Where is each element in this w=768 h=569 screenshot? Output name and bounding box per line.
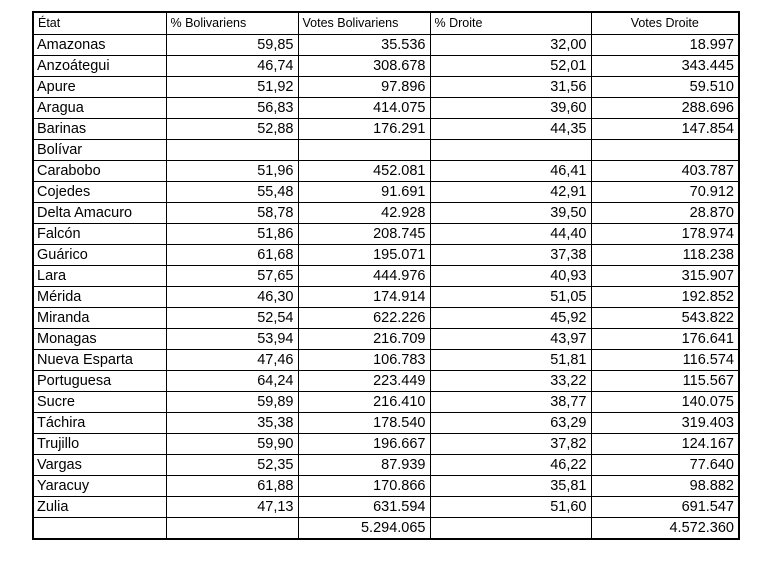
cell-pct-droite: 43,97 [430,328,591,349]
cell-pct-bolivariens: 59,89 [166,391,298,412]
table-row [33,244,739,265]
cell-votes-bolivariens: 208.745 [298,223,430,244]
cell-votes-bolivariens: 195.071 [298,244,430,265]
cell-votes-droite: 543.822 [591,307,739,328]
cell-pct-droite: 39,50 [430,202,591,223]
cell-state-name: Miranda [33,307,166,328]
cell-votes-bolivariens: 97.896 [298,76,430,97]
cell-votes-bolivariens: 35.536 [298,34,430,55]
cell-votes-droite: 115.567 [591,370,739,391]
header-votes-droite: Votes Droite [591,12,739,34]
cell-state-name: Cojedes [33,181,166,202]
cell-pct-bolivariens: 47,13 [166,496,298,517]
cell-votes-droite: 147.854 [591,118,739,139]
cell-state-name: Amazonas [33,34,166,55]
cell-votes-bolivariens: 622.226 [298,307,430,328]
cell-votes-bolivariens: 42.928 [298,202,430,223]
cell-pct-bolivariens: 46,30 [166,286,298,307]
cell-pct-droite: 37,38 [430,244,591,265]
cell-state-name: Monagas [33,328,166,349]
cell-pct-droite: 38,77 [430,391,591,412]
cell-pct-droite: 31,56 [430,76,591,97]
table-row [33,139,739,160]
cell-state-name: Zulia [33,496,166,517]
cell-pct-bolivariens: 58,78 [166,202,298,223]
header-etat: État [33,12,166,34]
cell-pct-bolivariens: 52,54 [166,307,298,328]
table-row [33,55,739,76]
table-row [33,496,739,517]
cell-pct-bolivariens: 59,90 [166,433,298,454]
table-row [33,349,739,370]
cell-pct-bolivariens: 47,46 [166,349,298,370]
cell-votes-bolivariens: 444.976 [298,265,430,286]
cell-state-name: Nueva Esparta [33,349,166,370]
cell-pct-droite: 39,60 [430,97,591,118]
cell-state-name: Delta Amacuro [33,202,166,223]
cell-votes-bolivariens: 216.410 [298,391,430,412]
table-row [33,307,739,328]
table-row [33,433,739,454]
total-state-name [33,517,166,539]
cell-pct-droite: 32,00 [430,34,591,55]
cell-votes-droite: 319.403 [591,412,739,433]
cell-votes-droite: 118.238 [591,244,739,265]
cell-votes-droite: 59.510 [591,76,739,97]
cell-votes-droite: 343.445 [591,55,739,76]
cell-votes-droite: 116.574 [591,349,739,370]
cell-state-name: Carabobo [33,160,166,181]
cell-pct-droite: 51,81 [430,349,591,370]
header-row [33,12,739,34]
cell-state-name: Vargas [33,454,166,475]
cell-pct-droite: 44,35 [430,118,591,139]
cell-votes-droite [591,139,739,160]
table-row [33,412,739,433]
cell-pct-droite: 35,81 [430,475,591,496]
cell-votes-droite: 28.870 [591,202,739,223]
cell-pct-bolivariens: 57,65 [166,265,298,286]
total-pct-droite [430,517,591,539]
table-row [33,391,739,412]
table-row [33,160,739,181]
cell-pct-bolivariens: 56,83 [166,97,298,118]
total-pct-bolivariens [166,517,298,539]
header-pct-bolivariens: % Bolivariens [166,12,298,34]
cell-votes-bolivariens: 452.081 [298,160,430,181]
cell-votes-droite: 70.912 [591,181,739,202]
table-row [33,34,739,55]
cell-pct-droite: 40,93 [430,265,591,286]
cell-state-name: Anzoátegui [33,55,166,76]
cell-pct-droite: 63,29 [430,412,591,433]
cell-pct-bolivariens: 55,48 [166,181,298,202]
total-votes-droite: 4.572.360 [591,517,739,539]
cell-votes-droite: 192.852 [591,286,739,307]
cell-pct-bolivariens: 53,94 [166,328,298,349]
cell-pct-bolivariens [166,139,298,160]
cell-state-name: Mérida [33,286,166,307]
cell-state-name: Sucre [33,391,166,412]
cell-votes-bolivariens: 178.540 [298,412,430,433]
total-votes-bolivariens: 5.294.065 [298,517,430,539]
cell-votes-bolivariens: 174.914 [298,286,430,307]
cell-state-name: Apure [33,76,166,97]
cell-votes-bolivariens: 91.691 [298,181,430,202]
cell-pct-bolivariens: 52,35 [166,454,298,475]
cell-votes-droite: 315.907 [591,265,739,286]
cell-state-name: Aragua [33,97,166,118]
cell-state-name: Falcón [33,223,166,244]
cell-pct-droite: 37,82 [430,433,591,454]
totals-row [33,517,739,539]
table-row [33,475,739,496]
cell-votes-droite: 140.075 [591,391,739,412]
cell-votes-bolivariens [298,139,430,160]
cell-votes-droite: 288.696 [591,97,739,118]
election-results-table [32,11,740,540]
cell-votes-droite: 18.997 [591,34,739,55]
cell-state-name: Barinas [33,118,166,139]
cell-pct-bolivariens: 61,68 [166,244,298,265]
cell-pct-droite: 33,22 [430,370,591,391]
table-row [33,328,739,349]
cell-pct-droite: 51,05 [430,286,591,307]
cell-votes-bolivariens: 176.291 [298,118,430,139]
cell-pct-droite [430,139,591,160]
cell-pct-droite: 46,22 [430,454,591,475]
cell-state-name: Trujillo [33,433,166,454]
cell-pct-bolivariens: 51,96 [166,160,298,181]
table-row [33,118,739,139]
table-row [33,454,739,475]
cell-pct-bolivariens: 51,92 [166,76,298,97]
table-row [33,181,739,202]
cell-votes-droite: 98.882 [591,475,739,496]
cell-votes-droite: 178.974 [591,223,739,244]
cell-votes-bolivariens: 223.449 [298,370,430,391]
cell-pct-bolivariens: 61,88 [166,475,298,496]
table-row [33,265,739,286]
cell-votes-droite: 403.787 [591,160,739,181]
cell-pct-bolivariens: 51,86 [166,223,298,244]
cell-votes-bolivariens: 216.709 [298,328,430,349]
header-pct-droite: % Droite [430,12,591,34]
cell-votes-droite: 124.167 [591,433,739,454]
cell-pct-droite: 46,41 [430,160,591,181]
cell-votes-droite: 691.547 [591,496,739,517]
table-row [33,223,739,244]
cell-votes-bolivariens: 414.075 [298,97,430,118]
cell-pct-bolivariens: 64,24 [166,370,298,391]
cell-pct-bolivariens: 59,85 [166,34,298,55]
cell-votes-bolivariens: 87.939 [298,454,430,475]
cell-votes-bolivariens: 196.667 [298,433,430,454]
table-row [33,370,739,391]
table-row [33,97,739,118]
cell-pct-bolivariens: 52,88 [166,118,298,139]
header-votes-bolivariens: Votes Bolivariens [298,12,430,34]
cell-state-name: Bolívar [33,139,166,160]
cell-votes-bolivariens: 170.866 [298,475,430,496]
cell-votes-bolivariens: 631.594 [298,496,430,517]
cell-state-name: Guárico [33,244,166,265]
cell-pct-droite: 42,91 [430,181,591,202]
table-row [33,76,739,97]
cell-pct-droite: 44,40 [430,223,591,244]
cell-state-name: Yaracuy [33,475,166,496]
cell-votes-droite: 77.640 [591,454,739,475]
cell-votes-bolivariens: 308.678 [298,55,430,76]
cell-pct-droite: 52,01 [430,55,591,76]
cell-pct-droite: 51,60 [430,496,591,517]
cell-votes-droite: 176.641 [591,328,739,349]
cell-state-name: Lara [33,265,166,286]
cell-votes-bolivariens: 106.783 [298,349,430,370]
cell-pct-bolivariens: 46,74 [166,55,298,76]
cell-state-name: Táchira [33,412,166,433]
cell-state-name: Portuguesa [33,370,166,391]
table-row [33,286,739,307]
cell-pct-droite: 45,92 [430,307,591,328]
cell-pct-bolivariens: 35,38 [166,412,298,433]
table-row [33,202,739,223]
